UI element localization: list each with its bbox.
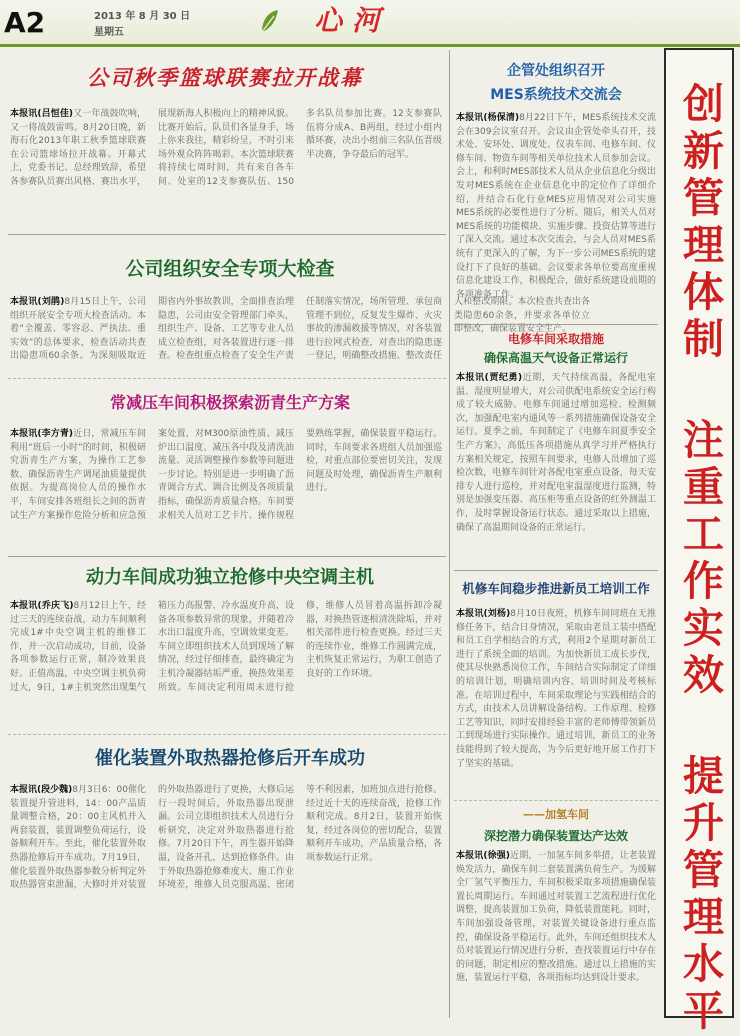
leaf-icon bbox=[258, 8, 280, 34]
headline-pressure: 常减压车间积极探索沥青生产方案 bbox=[109, 393, 350, 412]
text-basketball: 又一年战鼓吹响，又一将战鼓雷鸣。8月20日晚，新海石化2013年职工秋季篮球联赛在公司篮球场拉开战幕。开幕式上，党委书记、总经理致辞，希望各参赛队员赛出风格、赛出水平，展现新海人积极向上的精神风貌。比赛开始后，队员们各显身手，场上你来我往，精彩纷呈，不时引来场外观众阵阵喝彩。本次篮球联赛将持续七周时间，共有来自各车间、处室的12支参赛队伍、150多名队员参加比赛。12支参赛队伍将分成A、B两组，经过小组内循环赛，决出小组前三名队伍晋级半决赛，争夺最后的冠军。 bbox=[10, 109, 442, 187]
headline-safety: 公司组织安全专项大检查 bbox=[125, 258, 335, 280]
byline-mes: 本报讯(杨保清) bbox=[456, 113, 520, 123]
byline-basketball: 本报讯(吕恒佳) bbox=[10, 109, 74, 119]
byline-aircon: 本报讯(乔庆飞) bbox=[10, 601, 74, 611]
kicker-hydrogen: ——加氢车间 bbox=[523, 808, 589, 821]
headline-aircon: 动力车间成功独立抢修中央空调主机 bbox=[86, 567, 374, 588]
headline-electric-line1: 电修车间采取措施 bbox=[507, 332, 604, 346]
divider bbox=[454, 570, 658, 571]
byline-training: 本报讯(刘杨) bbox=[456, 609, 511, 619]
headline-mes-line2: MES系统技术交流会 bbox=[490, 87, 622, 103]
article-body-mes bbox=[456, 112, 656, 320]
byline-hydrogen: 本报讯(徐强) bbox=[456, 851, 510, 861]
issue-weekday: 星期五 bbox=[94, 27, 124, 38]
text-pressure: 近日，常减压车间利用“班后一小时”的时间，积极研究沥青生产方案，为操作工艺参数、确保沥青生产调尾油质量提供依据。为提高岗位人员的操作水平，车间安排各班组长之间的沥青试生产方案操作危险分析和应急预案处置，对M300原油性质、减压炉出口温度、减压各中段及清洗油流量、灵活调整操作参数等问题进一步讨论。特别是进一步明确了沥青调合方式、调合比例及各项质量指标，确保沥青质量合格。车间要求相关人员对工艺卡片、操作规程要熟练掌握，确保装置平稳运行。同时，车间要求各班组人员加强巡检，对重点部位要密切关注，发现问题及时处理，确保沥青生产顺利进行。 bbox=[10, 429, 442, 521]
article-body-pressure bbox=[10, 428, 442, 550]
headline-electric-line2: 确保高温天气设备正常运行 bbox=[483, 351, 628, 365]
article-body-electric bbox=[456, 372, 656, 566]
text-training: 8月10日夜班，机修车间同班在无推修任务下，结合日身情况，采取由老员工装中搭配和员工自学相结合的方式，利用2个星期对新员工进行了系统全面的培训。为加快新员工成长步伐，使其尽快熟悉岗位工作，车间结合实际制定了详细的培训计划，明确培训内容、培训时间及考核标准。在培训过程中，车间采取理论与实践相结合的方式，由技术人员讲解设备结构、工作原理、检修工艺等知识，同时安排经验丰富的老师傅带领新员工到现场进行实际操作。通过培训，新员工的业务技能得到了较大提高，为今后更好地开展工作打下了坚实的基础。 bbox=[456, 609, 656, 769]
masthead-title: 心河 bbox=[313, 4, 390, 37]
byline-pressure: 本报讯(李方青) bbox=[10, 429, 74, 439]
article-body-aircon bbox=[10, 600, 442, 726]
divider bbox=[8, 556, 446, 557]
text-mes: 8月22日下午，MES系统技术交流会在309会议室召开。会议由企管处牵头召开，技术处、安环处、调度处、仪表车间、电修车间、仪修车间、物资车间等相关单位技术人员参加会议。会上，和利时MES部技术人员从企业信息化分级出发对MES系统在企业信息化中的定位作了详细介绍，并结合石化行业MES应用情况对公司实施MES系统的必要性进行了分析。随后，相关人员对MES系统的功能模块、实施步骤、投资估算等进行了深入交流。通过本次交流会，与会人员对MES系统有了更深入的了解，为下一步公司MES系统的建设打下了良好的基础。会议要求各单位要高度重视信息化建设工作，积极配合，做好系统建设前期的各项准备工作。 bbox=[456, 113, 656, 300]
article-body-hydrogen bbox=[456, 850, 656, 1018]
byline-catalyst: 本报讯(段少魏) bbox=[10, 785, 73, 795]
text-aircon: 8月12日上午，经过三天的连续奋战，动力车间顺利完成1#中央空调主机的维修工作，并一次启动成功，目前，设备各项参数运行正常，制冷效果良好。正值高温，中央空调主机负荷过大，9日，1#主机突然出现集气箱压力高报警、冷水温度升高，设备各项参数异常的现象，并随着冷水出口温度升高，空调效果变差。车间立即组织技术人员到现场了解情况，经过仔细排查，最终确定为主机冷凝器结垢严重，换热效果差所致。车间决定利用周末进行抢修，维修人员冒着高温拆卸冷凝器，对换热管逐根清洗除垢，并对相关部件进行检查更换。经过三天的连续作业，维修工作圆满完成，主机恢复正常运行，为职工创造了良好的工作环境。 bbox=[10, 601, 442, 693]
headline-training: 机修车间稳步推进新员工培训工作 bbox=[462, 581, 650, 596]
text-hydrogen: 近期，一加氢车间多举措，让老装置焕发活力，确保车间二套装置满负荷生产。为缓解全厂氢气平衡压力，车间积极采取多项措施确保装置长周期运行。车间通过对装置工艺流程进行优化调整，提高装置加工负荷，降低装置能耗。同时，车间加强设备管理，对装置关键设备进行重点监控，确保设备平稳运行。此外，车间还组织技术人员对装置运行情况进行分析，查找装置运行中存在的问题，制定相应的整改措施。通过以上措施的实施，装置运行平稳，各项指标均达到设计要求。 bbox=[456, 851, 656, 984]
byline-electric: 本报讯(贾纪勇) bbox=[456, 373, 523, 383]
headline-catalyst: 催化装置外取热器抢修后开车成功 bbox=[95, 748, 365, 769]
article-body-basketball bbox=[10, 108, 442, 230]
article-body-catalyst bbox=[10, 784, 442, 1020]
page-label: A2 bbox=[4, 6, 46, 39]
text-catalyst: 8月3日6：00催化装置提升管进料，14：00产品质量调整合格，20：00主风机并入两套装置，装置调整负荷运行，设备顺利开车。至此，催化装置外取热器抢修后开车成功。7月19日，催化装置外取热器参数分析判定外取热器管束泄漏，大修时并对装置的外取热器进行了更换，大修后运行一段时间后，外取热器出现泄漏。公司立即组织技术人员进行分析研究，决定对外取热器进行抢修。7月20日下午，再生器开始降温，设备开孔，达到抢修条件。由于外取热器抢修难度大、施工作业环境差，维修人员克服高温、密闭等不利因素，加班加点进行抢修。经过近十天的连续奋战，抢修工作顺利完成。8月2日，装置开始恢复，经过各岗位的密切配合，装置顺利开车成功，产品质量合格，各项参数运行正常。 bbox=[10, 785, 442, 891]
divider bbox=[8, 234, 446, 235]
divider bbox=[454, 324, 658, 325]
divider bbox=[8, 734, 446, 735]
issue-date: 2013 年 8 月 30 日 bbox=[94, 11, 191, 22]
headline-mes-line1: 企管处组织召开 bbox=[507, 63, 605, 79]
vertical-slogan: 创新管理体制 注重工作实效 提升管理水平 bbox=[676, 82, 724, 1036]
divider bbox=[8, 378, 446, 379]
divider bbox=[454, 800, 658, 801]
text-safety: 8月15日上午，公司组织开展安全专项大检查活动。本着“全覆盖、零容忍、严执法、重实效”的总体要求，检查活动共查出隐患项60余条。为深刻吸取近期省内外事故教训，全面排查治理隐患，公司由安全管理部门牵头，组织生产、设备、工艺等专业人员成立检查组，对各装置进行逐一排查。检查组重点检查了安全生产责任制落实情况，场所管理、承包商管理不到位，反复发生爆炸、火灾事故的渗漏救援等情况，对各装置进行拉网式检查，对查出的隐患逐一登记，明确整改措施、整改责任人和整改期限。本次检查共查出各类隐患60余条，并要求各单位立即整改，确保装置安全生产。 bbox=[10, 297, 590, 362]
headline-basketball: 公司秋季篮球联赛拉开战幕 bbox=[87, 65, 363, 90]
headline-hydrogen: 深挖潜力确保装置达产达效 bbox=[483, 829, 628, 843]
byline-safety: 本报讯(刘鹃) bbox=[10, 297, 65, 307]
text-electric: 近期，天气持续高温，各配电室温、湿度明显增大，对公司供配电系统安全运行构成了较大威胁。电修车间通过增加巡检、检测频次，加强配电室内通风等一系列措施确保设备安全运行。夏季之前，车间制定了《电修车间夏季安全生产方案》，高低压各项措施从真学习并严格执行方案相关规定，按照车间要求，电修人员增加了巡检次数，电修车间针对各配电室重点设备，每天安排专人进行巡检，并对配电室温湿度进行监测，特别是加强变压器、高压柜等重点设备的红外测温工作，及时掌握设备运行状态。通过采取以上措施，确保了高温期间设备的正常运行。 bbox=[456, 373, 656, 533]
column-separator bbox=[449, 50, 450, 1018]
article-body-training bbox=[456, 608, 656, 794]
